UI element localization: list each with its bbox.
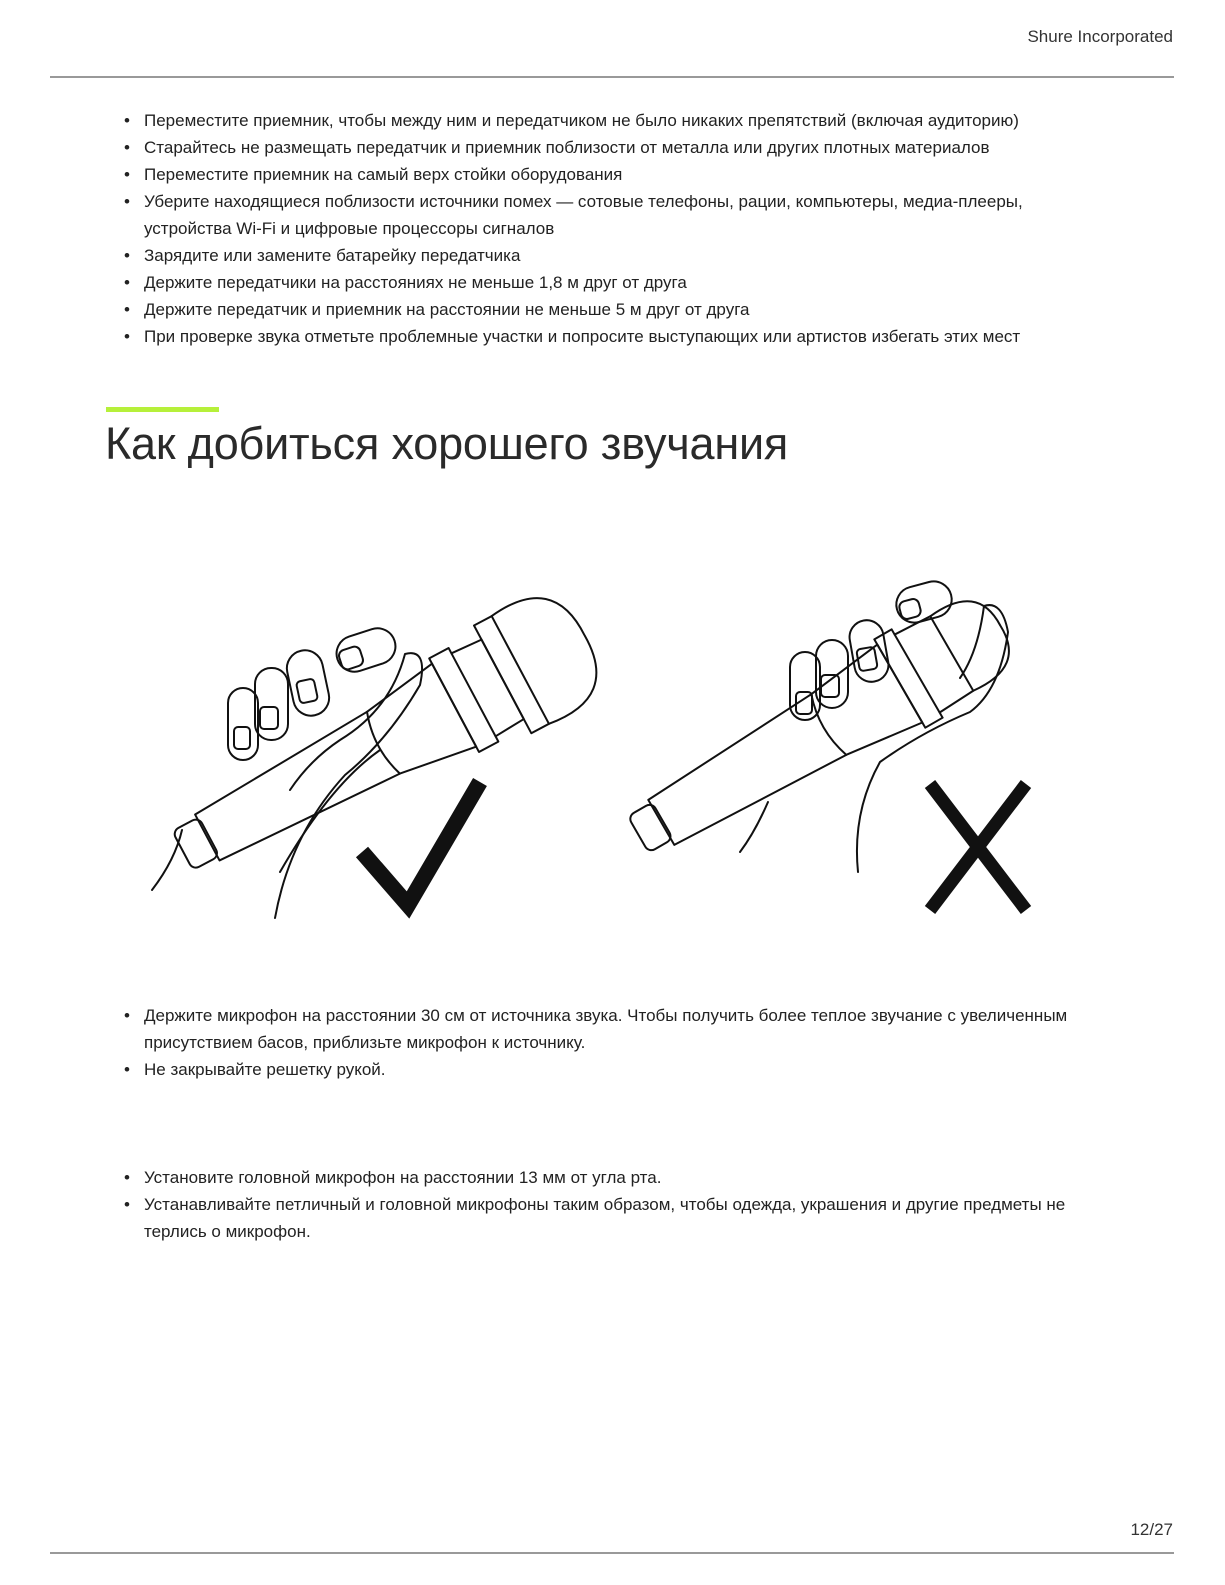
page-number: 12/27	[1130, 1520, 1173, 1539]
handheld-mic-tips	[122, 1002, 1112, 1083]
cross-icon	[930, 784, 1026, 910]
troubleshooting-list	[122, 107, 1112, 350]
header-divider	[50, 76, 1174, 78]
list-item: • Старайтесь не размещать передатчик и приемник поблизости от металла или других плотных материалов	[122, 134, 1112, 161]
list-item: • Переместите приемник на самый верх стойки оборудования	[122, 161, 1112, 188]
list-item: • Зарядите или замените батарейку передатчика	[122, 242, 1112, 269]
list-item: • Держите передатчик и приемник на расстоянии не меньше 5 м друг от друга	[122, 296, 1112, 323]
microphone-grip-illustration	[140, 560, 1080, 940]
list-item: • Уберите находящиеся поблизости источники помех — сотовые телефоны, рации, компьютеры, медиа-плееры, устройства Wi-Fi и цифровые процессоры сигналов	[122, 188, 1112, 242]
list-item: • Установите головной микрофон на расстоянии 13 мм от угла рта.	[122, 1164, 1112, 1191]
section-title: Как добиться хорошего звучания	[105, 418, 789, 469]
checkmark-icon	[362, 782, 480, 905]
headworn-mic-tips	[122, 1164, 1112, 1245]
list-item: • Держите передатчики на расстояниях не меньше 1,8 м друг от друга	[122, 269, 1112, 296]
list-item: • Держите микрофон на расстоянии 30 см от источника звука. Чтобы получить более теплое звучание с увеличенным присутствием басов, приблизьте микрофон к источнику.	[122, 1002, 1112, 1056]
section-accent-bar	[106, 407, 219, 412]
list-item: • При проверке звука отметьте проблемные участки и попросите выступающих или артистов избегать этих мест	[122, 323, 1112, 350]
footer-divider	[50, 1552, 1174, 1554]
header-company-name: Shure Incorporated	[1027, 27, 1173, 46]
list-item: • Не закрывайте решетку рукой.	[122, 1056, 1112, 1083]
list-item: • Переместите приемник, чтобы между ним и передатчиком не было никаких препятствий (включая аудиторию)	[122, 107, 1112, 134]
list-item: • Устанавливайте петличный и головной микрофоны таким образом, чтобы одежда, украшения и другие предметы не терлись о микрофон.	[122, 1191, 1112, 1245]
